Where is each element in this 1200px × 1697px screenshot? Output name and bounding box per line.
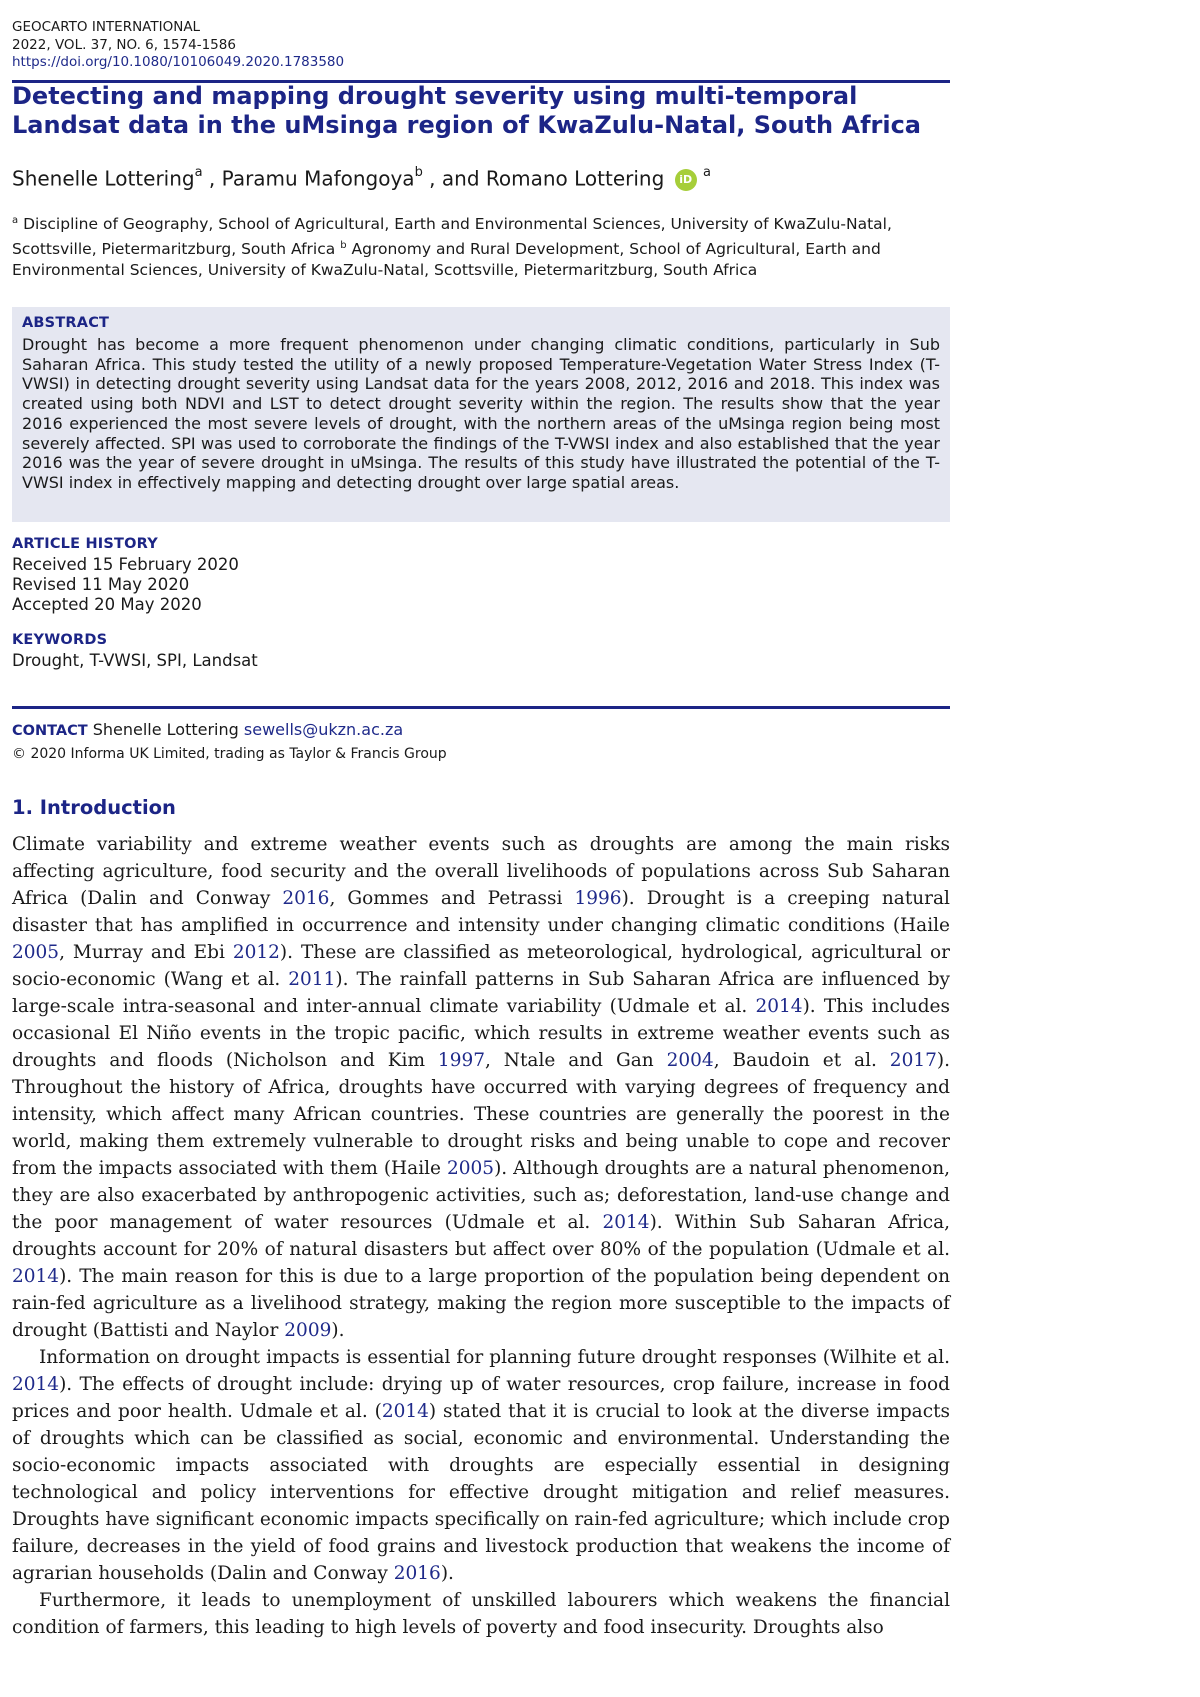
author-separator: , and [422, 166, 486, 191]
section-heading-introduction: 1. Introduction [12, 796, 176, 819]
body-text-run: ). The main reason for this is due to a large proportion of the population being dependent on rain-fed agriculture as a livelihood strategy, making the region more susceptible to the impacts of drought (Battisti and Naylor [12, 1266, 950, 1341]
author-affiliation-mark: a [194, 165, 203, 180]
author-affiliation-mark: a [703, 165, 711, 180]
revised-date: Revised 11 May 2020 [12, 575, 190, 594]
affiliation-mark-a: a [12, 215, 19, 226]
introduction-body [12, 831, 950, 1641]
citation-link[interactable]: 2014 [381, 1401, 429, 1422]
affiliation-a: Discipline of Geography, School of Agricultural, Earth and Environmental Sciences, University of KwaZulu-Natal, Scottsville, Pietermaritzburg, South Africa [12, 215, 892, 259]
body-text-run: ) stated that it is crucial to look at the diverse impacts of droughts which can be classified as social, economic and environmental. Understanding the socio-economic impacts associated with droughts are especially essential in designing technological and policy interventions for effective drought mitigation and relief measures. Droughts have significant economic impacts specifically on rain-fed agriculture; which include crop failure, decreases in the yield of food grains and livestock production that weakens the income of agrarian households (Dalin and Conway [12, 1401, 950, 1584]
body-text-run: ). These are classified as meteorological, hydrological, agricultural or socio-economic (Wang et al. [12, 942, 951, 990]
orcid-icon[interactable]: iD [675, 169, 697, 191]
keywords-heading: KEYWORDS [12, 632, 108, 648]
citation-link[interactable]: 2014 [602, 1212, 650, 1233]
body-text-run: ). The effects of drought include: drying up of water resources, crop failure, increase in food prices and poor health. Udmale et al. ( [12, 1374, 950, 1422]
body-text-run: , Gommes and Petrassi [329, 888, 575, 909]
contact-rule [12, 706, 950, 709]
abstract-text: Drought has become a more frequent phenomenon under changing climatic conditions, particularly in Sub Saharan Africa. This study tested the utility of a newly proposed Temperature-Vegetation Water Stress Index (T-VWSI) in detecting drought severity using Landsat data for the years 2008, 2012, 2016 and 2018. This index was created using both NDVI and LST to detect drought severity within the region. The results show that the year 2016 experienced the most severe levels of drought, with the northern areas of the uMsinga region being most severely affected. SPI was used to corroborate the findings of the T-VWSI index and also established that the year 2016 was the year of severe drought in uMsinga. The results of this study have illustrated the potential of the T-VWSI index in effectively mapping and detecting drought over large spatial areas. [22, 335, 940, 492]
author-affiliation-mark: b [414, 165, 423, 180]
citation-link[interactable]: 1996 [574, 888, 622, 909]
affiliation-mark-b: b [340, 240, 347, 252]
body-text-run: Furthermore, it leads to unemployment of unskilled labourers which weakens the financial condition of farmers, this leading to high levels of poverty and food insecurity. Droughts also [12, 1590, 950, 1638]
body-text-run: ). The rainfall patterns in Sub Saharan Africa are influenced by large-scale intra-seasonal and inter-annual climate variability (Udmale et al. [12, 969, 950, 1017]
journal-name: GEOCARTO INTERNATIONAL [12, 19, 201, 35]
keywords-text: Drought, T-VWSI, SPI, Landsat [12, 651, 258, 670]
author-separator: , [202, 166, 222, 191]
body-text-run: Climate variability and extreme weather events such as droughts are among the main risks affecting agriculture, food security and the overall livelihoods of populations across Sub Saharan Africa (Dalin and Conway [12, 834, 950, 909]
citation-link[interactable]: 2014 [755, 996, 803, 1017]
article-history-heading: ARTICLE HISTORY [12, 536, 158, 552]
citation-link[interactable]: 2009 [284, 1320, 332, 1341]
citation-link[interactable]: 2011 [288, 969, 336, 990]
citation-link[interactable]: 2017 [889, 1050, 937, 1071]
body-text-run: , Baudoin et al. [713, 1050, 890, 1071]
citation-link[interactable]: 2016 [282, 888, 330, 909]
body-text-run: Information on drought impacts is essential for planning future drought responses (Wilhite et al. [39, 1347, 950, 1368]
author-name: Romano Lottering [485, 166, 665, 191]
affiliation-b: Agronomy and Rural Development, School of Agricultural, Earth and Environmental Sciences, University of KwaZulu-Natal, Scottsville, Pietermaritzburg, South Africa [12, 240, 881, 280]
article-history [12, 536, 239, 615]
citation-link[interactable]: 2005 [12, 942, 60, 963]
citation-link[interactable]: 2014 [12, 1374, 60, 1395]
abstract-heading: ABSTRACT [22, 315, 110, 331]
citation-link[interactable]: 2016 [393, 1563, 441, 1584]
author-name: Shenelle Lottering [12, 166, 195, 191]
author-name: Paramu Mafongoya [221, 166, 415, 191]
citation-link[interactable]: 2012 [232, 942, 280, 963]
citation-link[interactable]: 2004 [666, 1050, 714, 1071]
citation-link[interactable]: 2005 [447, 1158, 495, 1179]
contact-email-link[interactable]: sewells@ukzn.ac.za [243, 720, 404, 739]
contact-line [12, 720, 403, 741]
received-date: Received 15 February 2020 [12, 555, 239, 574]
accepted-date: Accepted 20 May 2020 [12, 595, 202, 614]
contact-name: Shenelle Lottering [92, 720, 239, 739]
body-text-run: ). [331, 1320, 345, 1341]
body-text-run: ). Although droughts are a natural phenomenon, they are also exacerbated by anthropogenic activities, such as; deforestation, land-use change and the poor management of water resources (Udmale et al. [12, 1158, 951, 1233]
contact-label: CONTACT [12, 723, 88, 739]
body-text-run: ). This includes occasional El Niño events in the tropic pacific, which results in extreme weather events such as droughts and floods (Nicholson and Kim [12, 996, 950, 1071]
body-text-run: ). [440, 1563, 454, 1584]
doi-link[interactable]: https://doi.org/10.1080/10106049.2020.1783580 [12, 54, 345, 70]
body-paragraph [12, 831, 950, 1344]
affiliations [12, 210, 950, 281]
author-list [12, 162, 711, 192]
abstract-box [12, 307, 950, 522]
body-text-run: , Murray and Ebi [59, 942, 233, 963]
body-text-run: ). Within Sub Saharan Africa, droughts account for 20% of natural disasters but affect over 80% of the population (Udmale et al. [12, 1212, 951, 1260]
body-paragraph [12, 1344, 950, 1587]
keywords [12, 632, 258, 671]
copyright: © 2020 Informa UK Limited, trading as Taylor & Francis Group [12, 746, 447, 762]
journal-meta [12, 19, 344, 72]
article-title: Detecting and mapping drought severity using multi-temporal Landsat data in the uMsinga region of KwaZulu-Natal, South Africa [12, 82, 921, 139]
body-text-run: ). Throughout the history of Africa, droughts have occurred with varying degrees of frequency and intensity, which affect many African countries. These countries are generally the poorest in the world, making them extremely vulnerable to drought risks and being unable to cope and recover from the impacts associated with them (Haile [12, 1050, 950, 1179]
citation-link[interactable]: 1997 [437, 1050, 486, 1071]
body-paragraph [12, 1587, 950, 1641]
body-text-run: , Ntale and Gan [485, 1050, 667, 1071]
body-text-run: ). Drought is a creeping natural disaster that has amplified in occurrence and intensity under changing climatic conditions (Haile [12, 888, 950, 936]
citation-link[interactable]: 2014 [12, 1266, 60, 1287]
journal-issue: 2022, VOL. 37, NO. 6, 1574-1586 [12, 36, 236, 53]
